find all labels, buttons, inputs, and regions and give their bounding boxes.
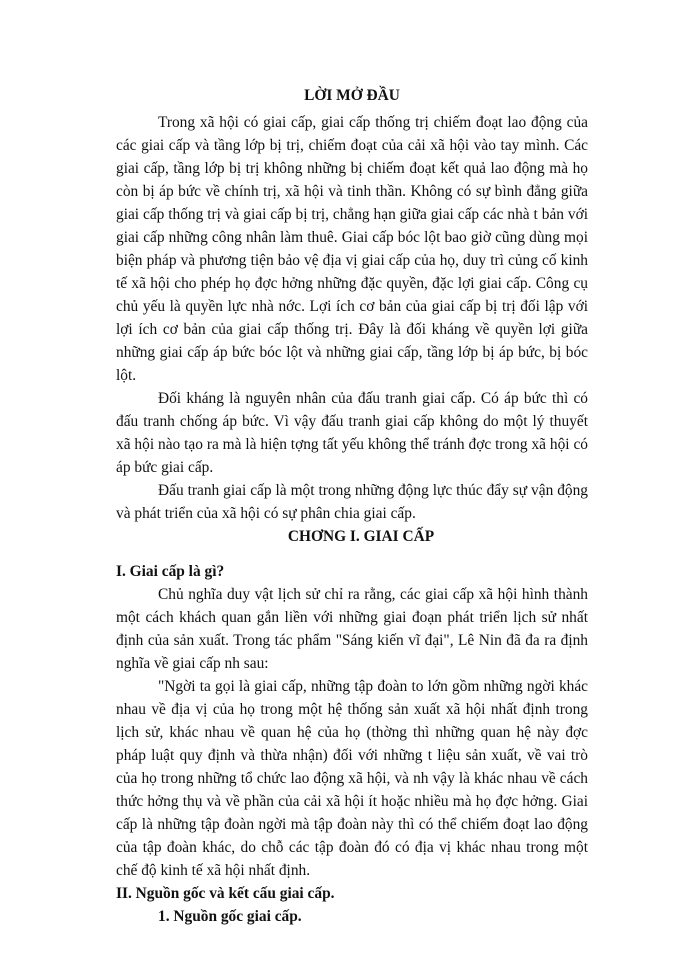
intro-paragraph: Đấu tranh giai cấp là một trong những động lực thúc đẩy sự vận động và phát triển của xã hội có sự phân chia giai cấp. bbox=[116, 482, 588, 522]
document-body bbox=[116, 84, 588, 928]
intro-paragraph: Đối kháng là nguyên nhân của đấu tranh giai cấp. Có áp bức thì có đấu tranh chống áp bức. Vì vậy đấu tranh giai cấp không do một lý thuyết xã hội nào tạo ra mà là hiện tợng tất yếu không thể tránh đợc trong xã hội có áp bức giai cấp. bbox=[116, 390, 588, 476]
chapter-title: CHƠNG I. GIAI CẤP bbox=[287, 528, 435, 545]
intro-paragraph: Trong xã hội có giai cấp, giai cấp thống trị chiếm đoạt lao động của các giai cấp và tầng lớp bị trị, chiếm đoạt của cải xã hội vào tay mình. Các giai cấp, tầng lớp bị trị không những bị chiếm đoạt kết quả lao động mà họ còn bị áp bức về chính trị, xã hội và tinh thần. Không có sự bình đẳng giữa giai cấp thống trị và giai cấp bị trị, chẳng hạn giữa giai cấp các nhà t bản với giai cấp những công nhân làm thuê. Giai cấp bóc lột bao giờ cũng dùng mọi biện pháp và phương tiện bảo vệ địa vị giai cấp của họ, duy trì củng cố kinh tế xã hội cho phép họ đợc hởng những đặc quyền, đặc lợi giai cấp. Công cụ chủ yếu là quyền lực nhà nớc. Lợi ích cơ bản của giai cấp bị trị đối lập với lợi ích cơ bản của giai cấp thống trị. Đây là đối kháng về quyền lợi giữa những giai cấp áp bức bóc lột và những giai cấp, tầng lớp bị áp bức, bị bóc lột. bbox=[116, 114, 588, 384]
document-title: LỜI MỞ ĐẦU bbox=[304, 87, 400, 104]
subsection-heading: 1. Nguồn gốc giai cấp. bbox=[158, 908, 302, 925]
section-heading: II. Nguồn gốc và kết cấu giai cấp. bbox=[116, 885, 335, 902]
section-paragraph: Chủ nghĩa duy vật lịch sử chỉ ra rằng, các giai cấp xã hội hình thành một cách khách quan gắn liền với những giai đoạn phát triển lịch sử nhất định của sản xuất. Trong tác phẩm "Sáng kiến vĩ đại", Lê Nin đã đa ra định nghĩa về giai cấp nh sau: bbox=[116, 586, 588, 672]
section-heading: I. Giai cấp là gì? bbox=[116, 563, 225, 580]
quotation-paragraph: "Ngời ta gọi là giai cấp, những tập đoàn to lớn gồm những ngời khác nhau về địa vị của họ trong một hệ thống sản xuất xã hội nhất định trong lịch sử, khác nhau về quan hệ của họ (thờng thì những quan hệ này đợc pháp luật quy định và thừa nhận) đối với những t liệu sản xuất, về vai trò của họ trong những tổ chức lao động xã hội, và nh vậy là khác nhau về cách thức hởng thụ và về phần của cải xã hội ít hoặc nhiều mà họ đợc hởng. Giai cấp là những tập đoàn ngời mà tập đoàn này thì có thể chiếm đoạt lao động của tập đoàn khác, do chỗ các tập đoàn đó có địa vị khác nhau trong một chế độ kinh tế xã hội nhất định. bbox=[116, 678, 588, 879]
